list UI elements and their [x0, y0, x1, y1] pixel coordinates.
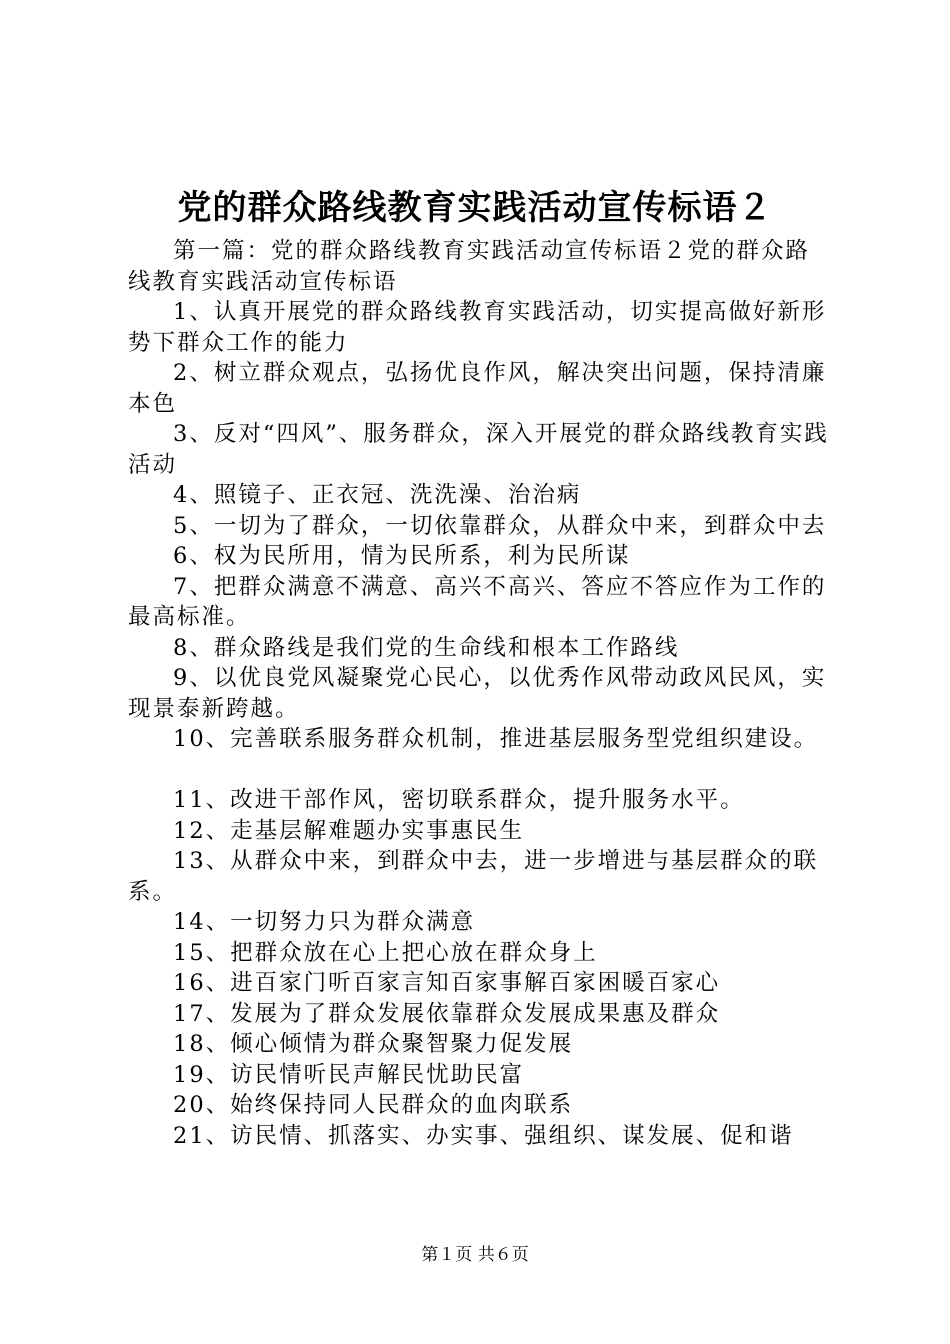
slogan-item: 15、把群众放在心上把心放在群众身上 [173, 939, 598, 966]
slogan-item: 11、改进干部作风，密切联系群众，提升服务水平。 [173, 787, 745, 813]
slogan-item: 16、进百家门听百家言知百家事解百家困暖百家心 [173, 970, 721, 996]
slogan-item: 20、始终保持同人民群众的血肉联系 [173, 1092, 574, 1118]
slogan-item: 17、发展为了群众发展依靠群众发展成果惠及群众 [173, 1000, 721, 1027]
slogan-item: 9、以优良党风凝聚党心民心，以优秀作风带动政风民风，实现景泰新跨越。 [128, 665, 827, 722]
slogan-item: 6、权为民所用，情为民所系，利为民所谋 [173, 543, 631, 569]
slogan-item: 1、认真开展党的群众路线教育实践活动，切实提高做好新形势下群众工作的能力 [128, 299, 827, 356]
slogan-item: 3、反对“四风”、服务群众，深入开展党的群众路线教育实践活动 [128, 421, 829, 478]
slogan-item: 12、走基层解难题办实事惠民生 [173, 817, 525, 844]
slogan-item: 5、一切为了群众，一切依靠群众，从群众中来，到群众中去 [173, 512, 827, 539]
paragraph-gap [128, 755, 833, 786]
intro-paragraph: 第一篇：党的群众路线教育实践活动宣传标语２党的群众路线教育实践活动宣传标语 [128, 238, 811, 295]
slogan-item: 7、把群众满意不满意、高兴不高兴、答应不答应作为工作的最高标准。 [128, 573, 827, 630]
slogan-item: 19、访民情听民声解民忧助民富 [173, 1061, 525, 1088]
slogan-item: 4、照镜子、正衣冠、洗洗澡、治治病 [173, 482, 582, 508]
slogan-item: 8、群众路线是我们党的生命线和根本工作路线 [173, 634, 680, 661]
page-footer: 第１页 共６页 [421, 1245, 529, 1265]
document-body [128, 236, 833, 1151]
slogan-item: 13、从群众中来，到群众中去，进一步增进与基层群众的联系。 [128, 848, 819, 905]
slogan-item: 18、倾心倾情为群众聚智聚力促发展 [173, 1031, 574, 1057]
slogan-item: 10、完善联系服务群众机制，推进基层服务型党组织建设。 [173, 726, 819, 752]
slogan-item: 21、访民情、抓落实、办实事、强组织、谋发展、促和谐 [173, 1122, 794, 1149]
document-title: 党的群众路线教育实践活动宣传标语２ [177, 188, 773, 228]
slogan-item: 2、树立群众观点，弘扬优良作风，解决突出问题，保持清廉本色 [128, 360, 827, 417]
slogan-item: 14、一切努力只为群众满意 [173, 909, 476, 935]
